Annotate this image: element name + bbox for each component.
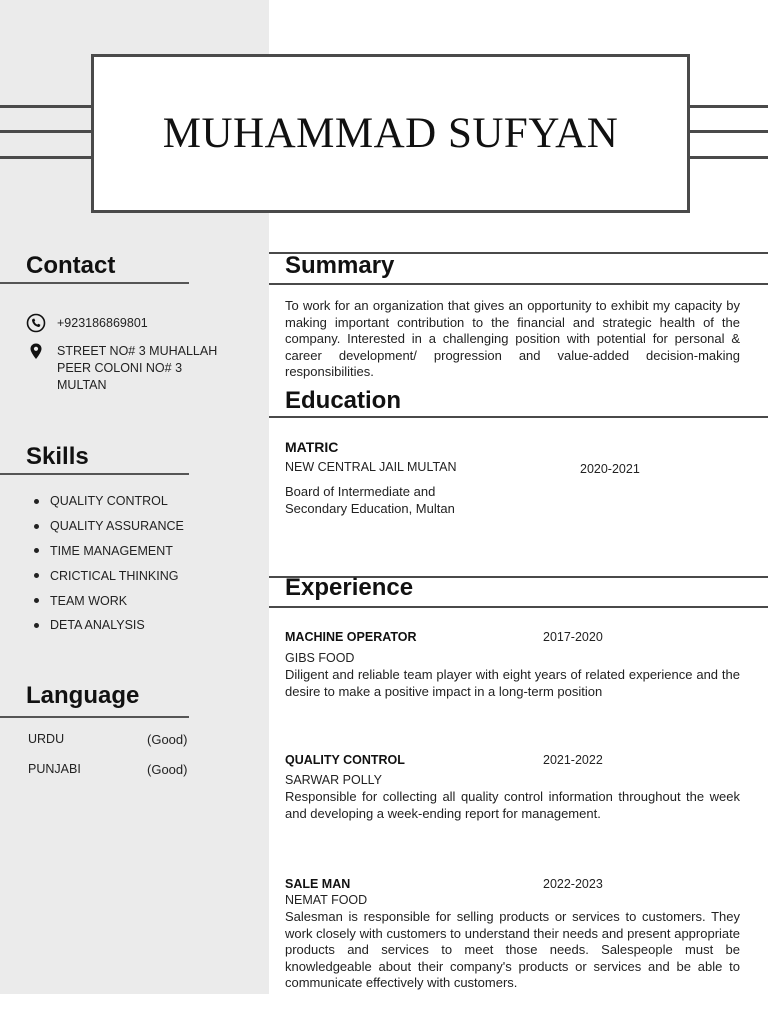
contact-phone-row: [26, 314, 232, 332]
name-header-box: [91, 54, 690, 213]
experience-heading: Experience: [285, 574, 414, 601]
experience-title: MACHINE OPERATOR: [285, 630, 417, 644]
summary-rule-bottom: [269, 283, 768, 285]
deco-line-right-2: [690, 130, 768, 133]
education-board: Board of Intermediate and Secondary Education, Multan: [285, 484, 455, 516]
bullet-icon: [34, 548, 39, 553]
language-name: PUNJABI: [28, 762, 81, 776]
summary-text: To work for an organization that gives an opportunity to exhibit my capacity by making important contribution to the financial and strategic health of the company. Interested in a challenging position with potential for personal & career development/ progression and value-added decision-making responsibilities.: [285, 298, 740, 379]
education-school: NEW CENTRAL JAIL MULTAN: [285, 460, 457, 474]
experience-years: 2021-2022: [543, 753, 603, 767]
language-item: [28, 732, 188, 747]
contact-address-row: [26, 343, 222, 394]
skill-item: CRICTICAL THINKING: [34, 563, 184, 588]
skill-item: TIME MANAGEMENT: [34, 539, 184, 564]
experience-title: QUALITY CONTROL: [285, 753, 405, 767]
contact-phone: +923186869801: [57, 316, 148, 330]
bullet-icon: [34, 598, 39, 603]
experience-years: 2017-2020: [543, 630, 603, 644]
experience-rule-bottom: [269, 606, 768, 608]
experience-title: SALE MAN: [285, 877, 351, 891]
experience-company: SARWAR POLLY: [285, 773, 383, 787]
language-level: (Good): [147, 762, 188, 777]
deco-line-left-2: [0, 130, 91, 133]
skill-item: TEAM WORK: [34, 588, 184, 613]
skill-item: DETA ANALYSIS: [34, 613, 184, 638]
experience-description: Responsible for collecting all quality control information throughout the week and developing a week-ending report for management.: [285, 789, 740, 821]
experience-company: GIBS FOOD: [285, 651, 355, 665]
language-level: (Good): [147, 732, 188, 747]
bullet-icon: [34, 573, 39, 578]
bullet-icon: [34, 499, 39, 504]
bullet-icon: [34, 524, 39, 529]
education-degree: MATRIC: [285, 439, 339, 455]
deco-line-right-3: [690, 156, 768, 159]
experience-company: NEMAT FOOD: [285, 893, 368, 907]
skills-list: [34, 489, 184, 638]
experience-description: Diligent and reliable team player with eight years of related experience and the desire to make a positive impact in a long-term position: [285, 667, 740, 699]
education-heading: Education: [285, 387, 402, 414]
experience-years: 2022-2023: [543, 877, 603, 891]
education-rule: [269, 416, 768, 418]
language-item: [28, 762, 188, 777]
language-heading: Language: [26, 682, 140, 709]
location-pin-icon: [26, 343, 48, 361]
contact-heading: Contact: [26, 252, 116, 279]
deco-line-right-1: [690, 105, 768, 108]
candidate-name: MUHAMMAD SUFYAN: [162, 110, 619, 157]
deco-line-left-1: [0, 105, 91, 108]
summary-heading: Summary: [285, 252, 395, 279]
contact-rule: [0, 282, 189, 284]
skills-rule: [0, 473, 189, 475]
contact-address: STREET NO# 3 MUHALLAH PEER COLONI NO# 3 MULTAN: [57, 344, 218, 392]
skill-item: QUALITY ASSURANCE: [34, 514, 184, 539]
phone-icon: [26, 314, 48, 332]
skill-item: QUALITY CONTROL: [34, 489, 184, 514]
education-years: 2020-2021: [580, 462, 640, 476]
deco-line-left-3: [0, 156, 91, 159]
language-name: URDU: [28, 732, 65, 746]
skills-heading: Skills: [26, 443, 89, 470]
experience-description: Salesman is responsible for selling products or services to customers. They work closely with customers to understand their needs and present appropriate products and services to meet those needs. Salespeople must be knowledgeable about their company's products or services and be able to communicate effectively with customers.: [285, 909, 740, 990]
bullet-icon: [34, 623, 39, 628]
language-rule: [0, 716, 189, 718]
